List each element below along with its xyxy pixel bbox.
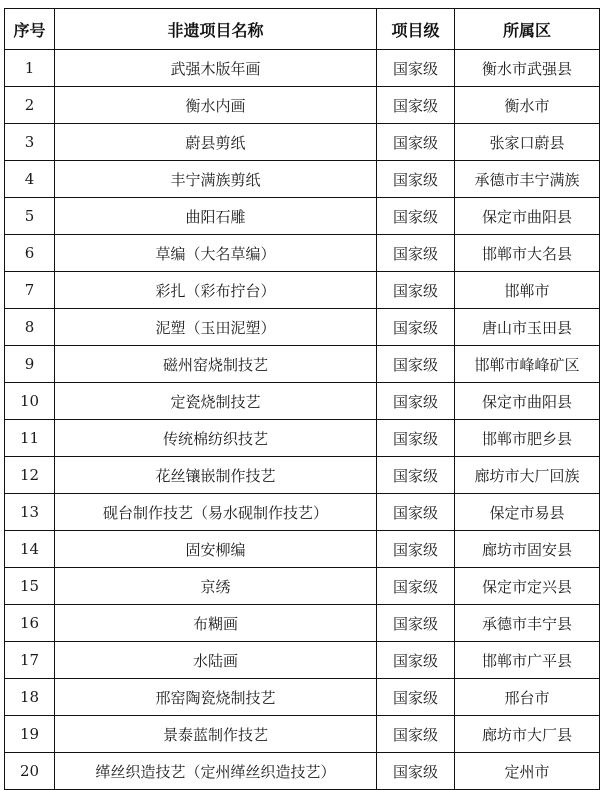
cell-area: 邯郸市广平县 [455,642,600,679]
cell-no: 15 [5,568,55,605]
cell-area: 保定市曲阳县 [455,383,600,420]
cell-area: 定州市 [455,753,600,790]
cell-name: 丰宁满族剪纸 [55,161,377,198]
cell-area: 承德市丰宁县 [455,605,600,642]
cell-no: 11 [5,420,55,457]
cell-name: 彩扎（彩布拧台） [55,272,377,309]
cell-area: 邯郸市峰峰矿区 [455,346,600,383]
cell-name: 水陆画 [55,642,377,679]
cell-no: 5 [5,198,55,235]
cell-level: 国家级 [377,605,455,642]
table-row [5,346,600,383]
cell-area: 邯郸市肥乡县 [455,420,600,457]
table-row [5,161,600,198]
cell-level: 国家级 [377,420,455,457]
cell-name: 缂丝织造技艺（定州缂丝织造技艺） [55,753,377,790]
table-row [5,753,600,790]
cell-no: 17 [5,642,55,679]
header-no: 序号 [5,9,55,50]
table-row [5,87,600,124]
cell-name: 布糊画 [55,605,377,642]
cell-level: 国家级 [377,568,455,605]
cell-area: 廊坊市大厂县 [455,716,600,753]
cell-name: 定瓷烧制技艺 [55,383,377,420]
table-row [5,716,600,753]
cell-level: 国家级 [377,383,455,420]
cell-level: 国家级 [377,50,455,87]
cell-no: 6 [5,235,55,272]
cell-name: 景泰蓝制作技艺 [55,716,377,753]
table-row [5,494,600,531]
table-row [5,420,600,457]
cell-name: 蔚县剪纸 [55,124,377,161]
header-row [5,9,600,50]
header-area: 所属区 [455,9,600,50]
cell-area: 邢台市 [455,679,600,716]
cell-no: 4 [5,161,55,198]
cell-level: 国家级 [377,457,455,494]
cell-area: 保定市定兴县 [455,568,600,605]
cell-no: 3 [5,124,55,161]
cell-level: 国家级 [377,87,455,124]
cell-area: 邯郸市 [455,272,600,309]
cell-level: 国家级 [377,753,455,790]
table-row [5,605,600,642]
header-name: 非遗项目名称 [55,9,377,50]
cell-level: 国家级 [377,531,455,568]
cell-no: 19 [5,716,55,753]
cell-level: 国家级 [377,309,455,346]
cell-no: 18 [5,679,55,716]
cell-no: 14 [5,531,55,568]
cell-level: 国家级 [377,235,455,272]
cell-name: 武强木版年画 [55,50,377,87]
table-body [5,50,600,790]
heritage-table [4,8,600,790]
table-row [5,309,600,346]
cell-name: 传统棉纺织技艺 [55,420,377,457]
table-row [5,457,600,494]
cell-no: 1 [5,50,55,87]
cell-name: 花丝镶嵌制作技艺 [55,457,377,494]
cell-level: 国家级 [377,124,455,161]
cell-no: 7 [5,272,55,309]
header-level: 项目级 [377,9,455,50]
cell-area: 衡水市 [455,87,600,124]
cell-no: 8 [5,309,55,346]
cell-no: 12 [5,457,55,494]
cell-level: 国家级 [377,679,455,716]
cell-name: 砚台制作技艺（易水砚制作技艺） [55,494,377,531]
cell-level: 国家级 [377,346,455,383]
table-row [5,531,600,568]
cell-name: 磁州窑烧制技艺 [55,346,377,383]
cell-name: 邢窑陶瓷烧制技艺 [55,679,377,716]
cell-level: 国家级 [377,198,455,235]
table-header [5,9,600,50]
cell-area: 唐山市玉田县 [455,309,600,346]
cell-level: 国家级 [377,494,455,531]
cell-level: 国家级 [377,716,455,753]
cell-name: 固安柳编 [55,531,377,568]
table-row [5,124,600,161]
table-row [5,50,600,87]
cell-area: 廊坊市固安县 [455,531,600,568]
cell-no: 20 [5,753,55,790]
cell-name: 京绣 [55,568,377,605]
cell-level: 国家级 [377,272,455,309]
cell-area: 承德市丰宁满族 [455,161,600,198]
cell-name: 曲阳石雕 [55,198,377,235]
cell-name: 泥塑（玉田泥塑） [55,309,377,346]
table-row [5,642,600,679]
table-row [5,235,600,272]
cell-level: 国家级 [377,161,455,198]
cell-no: 13 [5,494,55,531]
cell-area: 邯郸市大名县 [455,235,600,272]
document-page [4,8,599,781]
cell-area: 张家口蔚县 [455,124,600,161]
cell-area: 廊坊市大厂回族 [455,457,600,494]
cell-area: 衡水市武强县 [455,50,600,87]
cell-no: 2 [5,87,55,124]
table-row [5,383,600,420]
cell-area: 保定市易县 [455,494,600,531]
cell-level: 国家级 [377,642,455,679]
table-row [5,272,600,309]
table-row [5,679,600,716]
table-row [5,198,600,235]
cell-no: 10 [5,383,55,420]
cell-no: 16 [5,605,55,642]
cell-name: 衡水内画 [55,87,377,124]
cell-area: 保定市曲阳县 [455,198,600,235]
table-row [5,568,600,605]
cell-no: 9 [5,346,55,383]
cell-name: 草编（大名草编） [55,235,377,272]
